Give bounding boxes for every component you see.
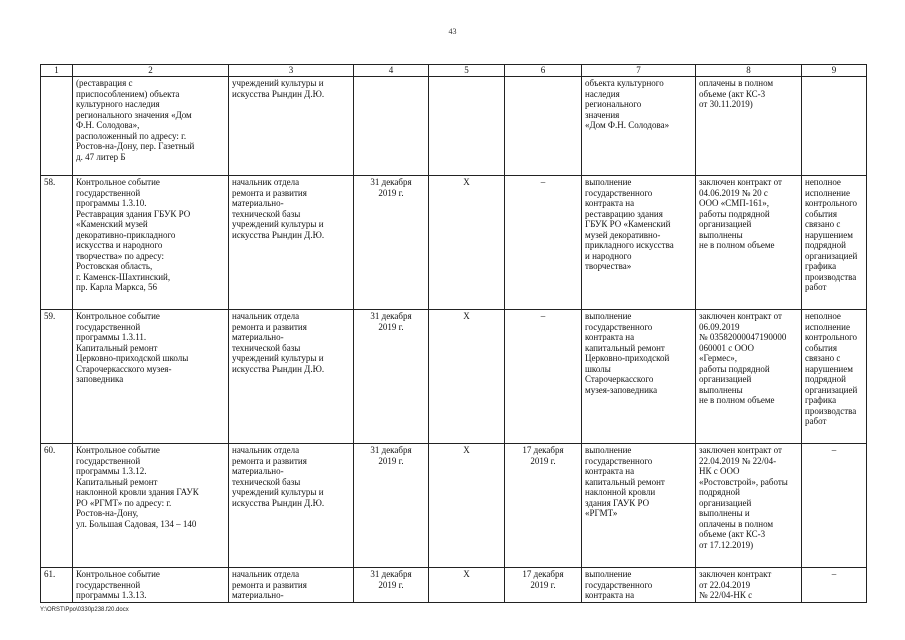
- reason-cell: неполное исполнение контрольного события связано с нарушением подрядной организацией графика производства работ: [802, 176, 867, 310]
- row-number: 58.: [41, 176, 73, 310]
- responsible-cell: начальник отдела ремонта и развития материально- технической базы учреждений культуры и искусства Рындин Д.Ю.: [229, 310, 354, 444]
- fact-x-cell: X: [429, 444, 505, 568]
- responsible-cell: начальник отдела ремонта и развития материально-: [229, 568, 354, 603]
- plan-date-cell: 31 декабря 2019 г.: [354, 310, 429, 444]
- responsible-cell: начальник отдела ремонта и развития материально- технической базы учреждений культуры и искусства Рындин Д.Ю.: [229, 444, 354, 568]
- column-header-3: 3: [229, 65, 354, 77]
- column-header-8: 8: [696, 65, 802, 77]
- table-row: [41, 176, 867, 310]
- event-cell: Контрольное событие государственной программы 1.3.11. Капитальный ремонт Церковно-приходской школы Старочеркасского музея- заповедника: [73, 310, 229, 444]
- fact-x-cell: X: [429, 176, 505, 310]
- row-number: 61.: [41, 568, 73, 603]
- column-header-1: 1: [41, 65, 73, 77]
- row-number: 59.: [41, 310, 73, 444]
- row-number: [41, 77, 73, 176]
- responsible-cell: учреждений культуры и искусства Рындин Д.Ю.: [229, 77, 354, 176]
- result-cell: выполнение государственного контракта на реставрацию здания ГБУК РО «Каменский музей декоративно- прикладного искусства и народного творчества»: [582, 176, 696, 310]
- fact-date-cell: –: [505, 310, 582, 444]
- column-header-7: 7: [582, 65, 696, 77]
- result-cell: выполнение государственного контракта на капитальный ремонт наклонной кровли здания ГАУК РО «РГМТ»: [582, 444, 696, 568]
- table-row: [41, 310, 867, 444]
- fact-date-cell: –: [505, 176, 582, 310]
- footer-file-path: Y:\ORST\Ppo\0330p238.f20.docx: [40, 607, 129, 613]
- reason-cell: [802, 77, 867, 176]
- plan-date-cell: 31 декабря 2019 г.: [354, 444, 429, 568]
- result-cell: объекта культурного наследия регионального значения «Дом Ф.Н. Солодова»: [582, 77, 696, 176]
- event-cell: Контрольное событие государственной программы 1.3.13.: [73, 568, 229, 603]
- column-header-2: 2: [73, 65, 229, 77]
- column-header-6: 6: [505, 65, 582, 77]
- event-cell: Контрольное событие государственной программы 1.3.10. Реставрация здания ГБУК РО «Каменский музей декоративно-прикладного искусства и народного творчества» по адресу: Ростовская область, г. Каменск-Шахтинский, пр. Карла Маркса, 56: [73, 176, 229, 310]
- info-cell: заключен контракт от 22.04.2019 № 22/04- НК с ООО «Ростовстрой», работы подрядной организацией выполнены и оплачены в полном объеме (акт КС-3 от 17.12.2019): [696, 444, 802, 568]
- fact-x-cell: X: [429, 310, 505, 444]
- plan-date-cell: [354, 77, 429, 176]
- fact-x-cell: X: [429, 568, 505, 603]
- table-row: [41, 77, 867, 176]
- responsible-cell: начальник отдела ремонта и развития материально- технической базы учреждений культуры и искусства Рындин Д.Ю.: [229, 176, 354, 310]
- table-row: [41, 444, 867, 568]
- fact-x-cell: [429, 77, 505, 176]
- fact-date-cell: 17 декабря 2019 г.: [505, 568, 582, 603]
- info-cell: оплачены в полном объеме (акт КС-3 от 30.11.2019): [696, 77, 802, 176]
- info-cell: заключен контракт от 06.09.2019 № 03582000047190000 060001 с ООО «Гермес», работы подрядной организацией выполнены не в полном объеме: [696, 310, 802, 444]
- event-cell: (реставрация с приспособлением) объекта культурного наследия регионального значения «Дом Ф.Н. Солодова», расположенный по адресу: г. Ростов-на-Дону, пер. Газетный д. 47 литер Б: [73, 77, 229, 176]
- reason-cell: –: [802, 568, 867, 603]
- page-number: 43: [448, 27, 457, 36]
- row-number: 60.: [41, 444, 73, 568]
- report-table: [40, 64, 867, 603]
- column-header-9: 9: [802, 65, 867, 77]
- reason-cell: неполное исполнение контрольного события связано с нарушением подрядной организацией графика производства работ: [802, 310, 867, 444]
- reason-cell: –: [802, 444, 867, 568]
- column-header-5: 5: [429, 65, 505, 77]
- info-cell: заключен контракт от 04.06.2019 № 20 с ООО «СМП-161», работы подрядной организацией выполнены не в полном объеме: [696, 176, 802, 310]
- plan-date-cell: 31 декабря 2019 г.: [354, 568, 429, 603]
- fact-date-cell: 17 декабря 2019 г.: [505, 444, 582, 568]
- result-cell: выполнение государственного контракта на: [582, 568, 696, 603]
- fact-date-cell: [505, 77, 582, 176]
- column-number-row: [41, 65, 867, 77]
- event-cell: Контрольное событие государственной программы 1.3.12. Капитальный ремонт наклонной кровли здания ГАУК РО «РГМТ» по адресу: г. Ростов-на-Дону, ул. Большая Садовая, 134 – 140: [73, 444, 229, 568]
- table-row: [41, 568, 867, 603]
- column-header-4: 4: [354, 65, 429, 77]
- result-cell: выполнение государственного контракта на капитальный ремонт Церковно-приходской школы Старочеркасского музея-заповедника: [582, 310, 696, 444]
- info-cell: заключен контракт от 22.04.2019 № 22/04-НК с: [696, 568, 802, 603]
- plan-date-cell: 31 декабря 2019 г.: [354, 176, 429, 310]
